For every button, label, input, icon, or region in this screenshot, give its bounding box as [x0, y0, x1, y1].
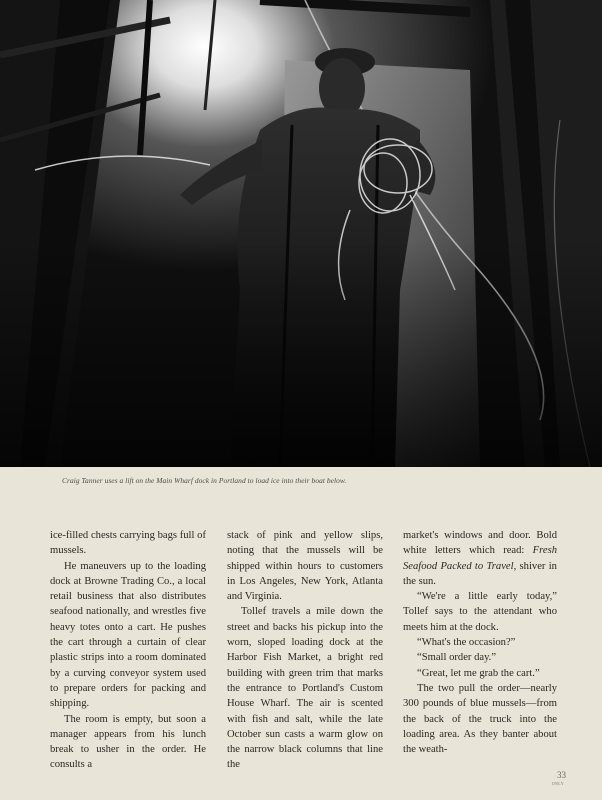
- sign-text: Fresh Seafood Packed to Travel,: [403, 545, 557, 572]
- article-column-3: [403, 528, 557, 757]
- paragraph: “We're a little early today,” Tollef says to the attendant who meets him at the dock.: [403, 591, 557, 633]
- paragraph-text: market's windows and door. Bold white letters which read:: [403, 530, 557, 557]
- photo-caption: Craig Tanner uses a lift on the Main Wharf dock in Portland to load ice into their boat below.: [62, 476, 347, 485]
- paragraph: ice-filled chests carrying bags full of mussels.: [50, 530, 206, 557]
- paragraph: The two pull the order—nearly 300 pounds of blue mussels—from the back of the truck into the loading area. As they banter about the weath-: [403, 682, 557, 756]
- paragraph: [403, 528, 557, 589]
- paragraph: “Great, let me grab the cart.”: [417, 667, 540, 679]
- paragraph: stack of pink and yellow slips, noting that the mussels will be shipped within hours to customers in Los Angeles, New York, Atlanta and Virginia.: [227, 530, 383, 603]
- paragraph: He maneuvers up to the loading dock at Browne Trading Co., a local retail business that also distributes seafood nationally, and wrestles five heavy totes onto a cart. He pushes the cart through a curtain of clear plastic strips into a room dominated by a curving conveyor system used to prepare orders for packing and shipping.: [50, 560, 206, 710]
- paragraph: The room is empty, but soon a manager appears from his lunch break to usher in the order. He consults a: [50, 713, 206, 771]
- paragraph-text: shiver in the sun.: [403, 560, 557, 587]
- paragraph: Tollef travels a mile down the street and backs his pickup into the worn, sloped loading dock at the Harbor Fish Market, a bright red building with green trim that marks the entrance to Portland's Custom House Wharf. The air is scented with fish and salt, while the late October sun casts a warm glow on the narrow black columns that line the: [227, 606, 383, 771]
- folio-mark: ONLY: [551, 781, 564, 786]
- paragraph: “What's the occasion?”: [417, 637, 516, 649]
- article-column-2: [227, 528, 383, 773]
- article-column-1: [50, 528, 206, 773]
- page-number: 33: [557, 770, 566, 780]
- paragraph: “Small order day.”: [417, 652, 497, 664]
